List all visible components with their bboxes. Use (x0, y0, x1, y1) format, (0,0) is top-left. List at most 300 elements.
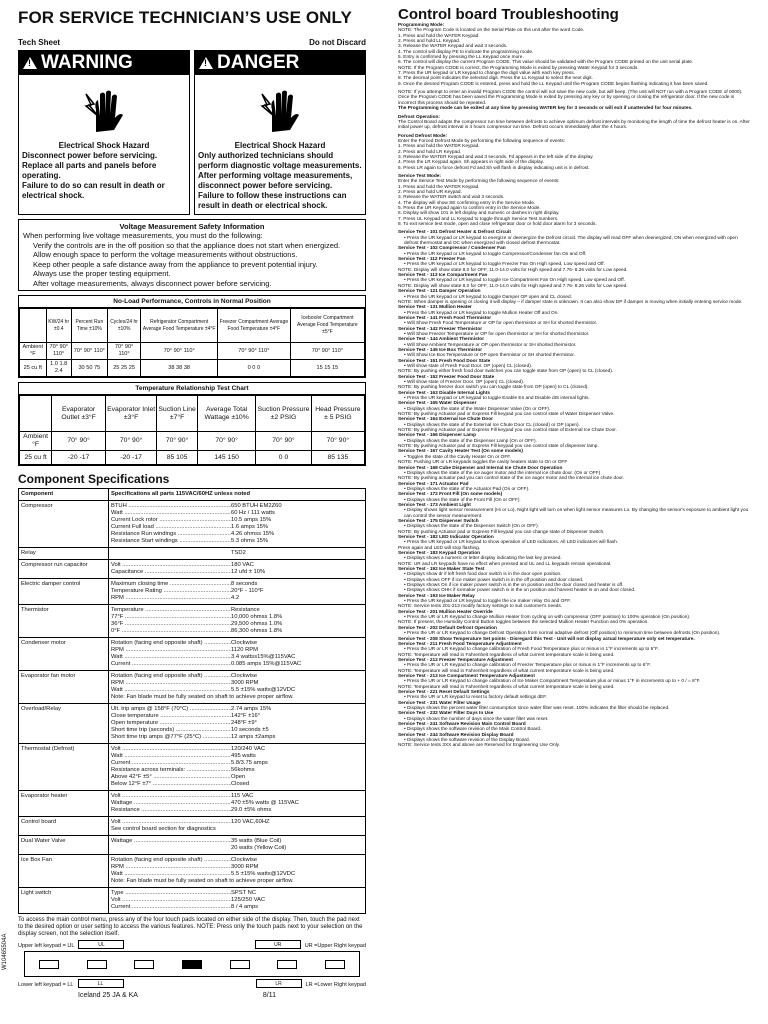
danger-text (195, 150, 365, 214)
body-line: NOTE: Display will show state 8.0 for OFF, 11.0-14.0 volts for High speed and 7.76- 8.26 volts for Low speed. (398, 283, 628, 289)
panel-button-icon (277, 960, 297, 969)
section-heading: Service Test - 131 Mullion Heater (398, 305, 472, 311)
section-heading: Service Test - 113 Ice Compartment Fan (398, 273, 488, 279)
body-line: NOTE: If you attempt to enter an invalid Program CODE the control will not save the new code, but will beep. (The unit will NOT run with a Program CODE of 0000). Once the Program CODE has been saved the Programming Mode is exited by pressing any key or by opening or closing the refrigerator door. If the new code is incorrect this process should be repeated. (398, 90, 743, 106)
no-load-performance-table (18, 295, 366, 378)
spec-key: Maximum closing time ..... (111, 581, 231, 588)
spec-key: Current ..... (111, 661, 231, 668)
spec-value: 8 / 4 amps (231, 904, 259, 910)
spec-value: 1.6 amps 15% (231, 524, 269, 530)
table-row (19, 855, 365, 888)
section-heading: Service Test - 121 Damper Operation (398, 289, 481, 295)
body-line: NOTE: By pushing Actuator pad or Express Fill keypad you can control state of dispenser lamp. (398, 444, 599, 450)
section-heading: Service Test - 192 Ice Maker State Test (398, 567, 485, 573)
temp-cell: 70° 90° (197, 432, 255, 451)
bullet-line: • Press the UR keypad or LR keypad to toggle Compressor/Condenser fan On and Off. (404, 251, 587, 257)
bullet-line: • Press the UR or LR Keypad to change calibration of Ice Maker Compartment Temperature plus or minus 1°F in increments up to + 0 / = 8°F. (404, 679, 701, 685)
spec-value: 35 watts (Blue Coil) (231, 838, 282, 844)
section-heading: Service Test - 151 Fresh Food Door State (398, 358, 491, 364)
body-line: NOTE: By pushing Actuator pad or Express Fill keypad you can control state of Water Dispenser Valve. (398, 412, 615, 418)
body-line: NOTE: Service tests 201-213 modify factory settings to suit customer's needs. (398, 604, 563, 610)
body-line: The Control Board adapts the compressor run time between defrosts to achieve optimum defrost intervals by monitoring the length of time the defrost heater is on. After initial power up, defrost interval is 4 hours compressor run time. Defrost occurs immediately after the 4 hours. (398, 119, 750, 131)
table-row (19, 704, 365, 744)
spec-value: 248°F ±9° (231, 720, 257, 726)
spec-key: Close temperature ..... (111, 713, 231, 720)
spec-value: 0.085 amps 15%@115VAC (231, 661, 302, 667)
spec-key: Watt ..... (111, 654, 231, 661)
spec-value: 1120 RPM (231, 647, 258, 653)
danger-band (195, 51, 365, 75)
body-line: NOTE: Pushing UR or LR keypads toggles the cavity heaters state to On or OFF (398, 460, 568, 466)
spec-value: 495 watts (231, 753, 256, 759)
perf-header-cell: Freezer Compartment Average Food Temperature ±4°F (218, 309, 291, 343)
spec-value: 142°F ±16° (231, 713, 261, 719)
lower-right-keypad-icon: LR (256, 979, 302, 988)
spec-line (111, 640, 363, 647)
section-heading: Service Test - 183 Keypad Operation (398, 551, 481, 556)
spec-key: BTUH ..... (111, 503, 231, 510)
warning-label: WARNING (41, 52, 133, 73)
bullet-line: • Press the UR keypad or LR keypad to energize or deenergize the Defrost circuit. The display will read OFF when deenergized, ON when energized with open defrost thermostat and OC when energized with closed defrost thermostat. (404, 235, 738, 247)
spec-key: Current Full load ..... (111, 524, 231, 531)
spec-detail (109, 888, 365, 913)
spec-value: Resistance (231, 607, 260, 613)
section-heading: Service Test - 164 External Ice Chute Door (398, 417, 493, 423)
spec-component-name: Ice Box Fan (19, 855, 109, 887)
body-line: 7. Press UL Keypad and LL Keypad to toggle through Service Test numbers. (398, 216, 559, 222)
perf-cell: 1.0 1.8 2.4 (46, 360, 71, 377)
spec-key: Current Lock rotor ..... (111, 517, 231, 524)
spec-value: 115 VAC (231, 793, 254, 799)
spec-line (111, 904, 363, 911)
spec-key: Capacitance ..... (111, 569, 231, 576)
spec-line (111, 713, 363, 720)
spec-line (111, 897, 363, 904)
spec-key: RPM ..... (111, 647, 231, 654)
spec-value: 3000 RPM (231, 680, 259, 686)
control-panel-diagram (24, 951, 360, 977)
section-heading: Service Test - 144 Ambient Thermistor (398, 337, 485, 343)
bullet-line: • Displays shows a numeric or letter display indicating the last key pressed. (404, 556, 562, 562)
bullet-line: • Will Show Fresh Food Temperature or OP for open thermistor or SH for shorted thermistor. (404, 321, 598, 327)
spec-line (111, 767, 363, 774)
spec-line (111, 781, 363, 788)
spec-component-name: Evaporator fan motor (19, 671, 109, 703)
panel-button-icon (230, 960, 250, 969)
bullet-line: • Press the UR or LR Keypad to change calibration of Freezer Temperature plus or minus in 1°F increments up to 6°F. (404, 663, 651, 669)
spec-line (111, 864, 363, 871)
section-heading: Service Test - 163 Disable Internal Lights (398, 390, 491, 396)
component-specs-table (18, 488, 366, 914)
spec-key: Wattage ..... (111, 838, 231, 845)
section-heading: Service Test - 211 Fresh Food Temperature Adjustment (398, 641, 522, 647)
troubleshooting-title: Control board Troubleshooting (398, 6, 619, 23)
table-row (19, 579, 365, 605)
spec-line (111, 838, 363, 845)
spec-value: 5.5 ±15% watts@12VDC (231, 687, 296, 693)
body-line: NOTE: By pushing Actuator pad or Express Fill keypad you can change state of Dispenser Switch. (398, 529, 605, 535)
body-line: 1. Press and hold the WATER Keypad. (398, 33, 480, 39)
keypad-legend-upper (18, 940, 366, 949)
body-line: 3. Release the WATER switch and wait 3 seconds. (398, 195, 505, 201)
safety-item: After voltage measurements, always disconnect power before servicing. (33, 278, 272, 288)
spec-detail (109, 704, 365, 743)
spec-line (111, 503, 363, 510)
spec-value: 12 amps ±2amps (231, 734, 276, 740)
body-line: 4. The control will display PE to indicate the programming mode. (398, 49, 534, 55)
section-heading: Service Test - 221 Reset Default Settings (398, 689, 490, 695)
body-line: NOTE: UR and LR keypads have no effect when pressed and UL and LL keypads remain operational. (398, 561, 612, 567)
bullet-line: • Press the UR keypad or LR keypad to toggle Damper OP open and CL closed. (404, 294, 573, 300)
spec-value: 2.74 amps 15% (231, 706, 272, 712)
temp-header-cell: Head Pressure ± 5 PSIG (311, 396, 364, 432)
shock-hand-icon (19, 75, 189, 141)
warning-text (19, 150, 189, 204)
spec-key: Current ..... (111, 904, 231, 911)
temp-header-cell: Evaporator Outlet ±3°F (52, 396, 106, 432)
shock-hand-icon (195, 75, 365, 141)
perf-cell: 0 0 0 (218, 360, 291, 377)
bullet-line: • Will Show Ambient Temperature or OP open thermistor or SH shorted thermistor. (404, 342, 577, 348)
spec-component-name: Dual Water Valve (19, 836, 109, 854)
warning-line: Failure to do so can result in death or electrical shock. (22, 181, 165, 200)
table-row (19, 836, 365, 855)
perf-cell: 70° 90° 110° (218, 343, 291, 360)
spec-key: Volt ..... (111, 819, 231, 826)
spec-line: TSD2 (231, 550, 246, 556)
body-line: NOTE: Temperature will read in Fahrenheit regardless of what current temperature scale is being used. (398, 684, 615, 690)
perf-header-cell: KW/24 hr ±0.4 (46, 309, 71, 343)
body-line: NOTE: Service tests 3XX and above are Reserved for Engineering Use Only. (398, 743, 561, 749)
spec-value: 56kohms (231, 767, 255, 773)
spec-key: 0°F ..... (111, 628, 231, 635)
panel-button-icon (325, 960, 345, 969)
safety-item: Allow enough space to perform the voltage measurements without obstructions. (33, 250, 298, 259)
spec-value: 4.26 ohmss 15% (231, 531, 275, 537)
temp-cell: 25 cu ft (20, 451, 52, 465)
spec-key: Volt ..... (111, 793, 231, 800)
spec-detail (109, 836, 365, 854)
spec-line: See control board section for diagnostics (111, 826, 216, 832)
spec-value: 29,500 ohmss 1.0% (231, 621, 283, 627)
body-line: 4. Press the LR Keypad again. Sh appears in right side of the display. (398, 160, 544, 166)
upper-left-keypad-icon: UL (78, 940, 124, 949)
perf-header-cell (20, 309, 47, 343)
spec-line (111, 517, 363, 524)
warning-box (18, 50, 190, 215)
bullet-line: • Will show state of Freezer Door. OP (open) CL (closed). (404, 380, 525, 385)
panel-button-icon (134, 960, 154, 969)
spec-value: Clockwise (231, 640, 258, 646)
spec-value: 10 seconds ±5 (231, 727, 269, 733)
perf-cell: 70° 90° 110° (46, 343, 71, 360)
spec-key: Temperature ..... (111, 607, 231, 614)
spec-component-name: Compressor run capacitor (19, 560, 109, 578)
temp-header-row (20, 396, 365, 432)
bullet-line: • Press the UR keypad or LR keypad to toggle the ice maker relay On and OFF. (404, 599, 571, 605)
spec-detail (109, 638, 365, 670)
perf-header-cell: Cycles/24 hr ±10% (107, 309, 140, 343)
section-heading: Service Test - 168 Cube Dispenser and Internal Ice Chute Door Operation (398, 465, 563, 471)
perf-cell: 25 25 25 (107, 360, 140, 377)
section-heading: Service Test - 112 Freezer Fan (398, 257, 466, 263)
spec-detail (109, 501, 365, 547)
section-heading: Service Test - 141 Fresh Food Thermistor (398, 315, 492, 321)
spec-value: 10,000 ohmss 1.8% (231, 614, 283, 620)
bullet-line: • Press the UR keypad or LR keypad to toggle Mullion Heater Off and On. (404, 310, 559, 316)
section-heading: Service Test - 241 Software Revision Main Control Board (398, 722, 526, 727)
bullet-line: • Will show state of Fresh Food Door. OP (open) CL (closed). (404, 363, 533, 369)
section-heading: Programming Mode: (398, 23, 445, 28)
perf-cell: 38 38 38 (141, 360, 218, 377)
bullet-line: • Displays shows On if ice maker power switch is in the on position and the door closed and heater is off. (404, 583, 624, 589)
table-row (20, 343, 365, 360)
bullet-line: • Displays shows the state of the External Ice Chute Door CL (closed) or OP (open). (404, 422, 580, 428)
spec-key: Watt ..... (111, 871, 231, 878)
spec-key: Volt ..... (111, 746, 231, 753)
document-id: W10465504A (2, 933, 8, 970)
right-column (398, 6, 750, 1018)
spec-key: Watt ..... (111, 687, 231, 694)
body-line: NOTE: Display will show state 8.0 for OFF, 11.0-14.0 volts for High speed and 7.76- 8.26 volts for Low speed. (398, 267, 628, 273)
section-heading: Defrost Operation: (398, 114, 440, 120)
section-heading: Service Test - 165 Water Dispenser (398, 401, 477, 407)
table-row (19, 560, 365, 579)
temp-cell: Ambient °F (20, 432, 52, 451)
body-line: Enter the Forced Defrost Mode by performing the following sequence of events: (398, 138, 566, 144)
spec-key: Rotation (facing end opposite shaft) ..... (111, 857, 231, 864)
panel-button-icon (87, 960, 107, 969)
spec-key: Current ..... (111, 760, 231, 767)
table-row (19, 744, 365, 791)
safety-heading: Voltage Measurement Safety Information (119, 222, 265, 231)
section-heading: The Programming mode can be exited at any time by pressing WATER key for 3 seconds or will exit if unattended for four minutes. (398, 106, 693, 112)
voltage-safety-box (18, 219, 366, 291)
spec-detail (109, 744, 365, 790)
spec-detail (109, 817, 365, 835)
body-line: 3. Release the WATER Keypad and wait 3 seconds. Fd appears in the left side of the display. (398, 154, 594, 160)
bullet-line: • Press the UR keypad or LR keypad to toggle Ice Compartment Fan On High speed, Low speed and Off. (404, 278, 625, 284)
spec-key: Rotation (facing end opposite shaft) ..... (111, 673, 231, 680)
spec-key: Watt ..... (111, 510, 231, 517)
temperature-relationship-table (18, 382, 366, 466)
spec-key: Short time trip (seconds) ..... (111, 727, 231, 734)
spec-line (111, 581, 363, 588)
spec-line (111, 614, 363, 621)
spec-key: Above 42°F ±5° ..... (111, 774, 231, 781)
spec-line (111, 746, 363, 753)
bullet-line: • Press the UR or LR Keypad to change Mullion Heater from cycling on with compressor (OFF position) to 100% operation (On position). (404, 615, 691, 621)
spec-detail (109, 548, 365, 559)
spec-key: 36°F ..... (111, 621, 231, 628)
spec-line (111, 628, 363, 635)
body-line: Enter the Service Test Mode by performing the following sequence of events: (398, 179, 560, 185)
bullet-line: • Displays shows OFF if ice maker power switch is in the off position and door closed. (404, 577, 584, 583)
perf-cell: 30 50 75 (71, 360, 107, 377)
touchpad-note: To access the main control menu, press any of the four touch pads located on either side of the display. Then, touch the pad next to the desired option or user setting to access the various features. NOTE: Press only the touch pads next to your selection on the display screen, not the selection itself. (18, 917, 363, 937)
spec-value: 8 seconds (231, 581, 258, 587)
bullet-line: • Will Show Freezer Temperature or OP for open thermistor or SH for shorted thermistor. (404, 331, 590, 337)
body-line: 2. Press and hold LL Keypad. (398, 39, 461, 45)
section-heading: Service Test - 171 Actuator Pad (398, 481, 469, 487)
body-line: 8. To exit service test mode, open and close refrigerator door or hold door alarm for 3 seconds. (398, 222, 597, 228)
spec-value: Open (231, 774, 246, 780)
spec-line: Note: Fan blade must be fully seated on shaft to achieve proper airflow. (111, 694, 294, 700)
temp-heading: Temperature Relationship Test Chart (19, 383, 365, 395)
bullet-line: • Display shows light sensor measurement (Hi or Lo). Night light will turn on when light sensor measures Lo. By changing the sensor's exposure to ambient light you can control the sensor measurement. (404, 508, 749, 519)
spec-value: 60 Hz / 111 watts (231, 510, 275, 516)
body-line: 5. Entry is confirmed by pressing the LL Keypad once more. (398, 55, 524, 61)
spec-line (111, 800, 363, 807)
bullet-line: • Press the UR keypad or LR keypad to toggle Enable En and Disable dIS internal lights. (404, 396, 590, 402)
warning-hazard: Electrical Shock Hazard (58, 141, 150, 150)
spec-component-name: Evaporator heater (19, 791, 109, 816)
spec-component-name: Control board (19, 817, 109, 835)
body-line: 6. Display will show 101 in left display and numeric or dashes in right display. (398, 211, 560, 217)
section-heading: Service Test - 213 Ice Compartment Temperature Adjustment (398, 673, 535, 679)
temp-cell: 70° 90° (157, 432, 198, 451)
spec-line (111, 727, 363, 734)
bullet-line: • Displays shows the state of the Actuator Pad (On or OFF). (404, 486, 530, 492)
bullet-line: • Displays shows the number of days since the water filter was reset. (404, 716, 549, 722)
spec-line (111, 706, 363, 713)
alert-triangle-icon (23, 57, 37, 69)
lower-left-keypad-label: Lower left keypad = LL (18, 982, 74, 988)
table-row (20, 451, 365, 465)
temp-header-cell: Evaporator Inlet ±3°F (105, 396, 156, 432)
perf-header-cell: Icebox/er Compartment Average Food Temperature ±5°F (290, 309, 364, 343)
spec-line: 20 watts (Yellow Coil) (231, 845, 287, 851)
table-row (19, 671, 365, 704)
spec-value: 86,300 ohmss 1.8% (231, 628, 283, 634)
danger-line: Failure to follow these instructions can result in death or electrical shock. (198, 191, 347, 210)
section-heading: Service Test - 175 Dispenser Switch (398, 518, 479, 524)
body-line: 2. Press and hold LR Keypad. (398, 149, 462, 155)
spec-value: 3.4 wattss15%@115VAC (231, 654, 296, 660)
bullet-line: • Press the UR or LR Keypad to change calibration of Fresh Food Temperature plus or minus in 1°F increments up to 6°F. (404, 647, 659, 653)
spec-value: 650 BTUH EM2Z60 (231, 503, 282, 509)
spec-value: SPST NC (231, 890, 257, 896)
danger-label: DANGER (217, 52, 300, 73)
spec-detail (109, 855, 365, 887)
spec-component-name: Electric damper control (19, 579, 109, 604)
bullet-line: • Displays shows the percent water filter consumption since water filter was reset. 100% indicates the filter should be replaced. (404, 705, 670, 711)
perf-header-row (20, 309, 365, 343)
spec-line (111, 890, 363, 897)
perf-cell: 70° 90° 110° (107, 343, 140, 360)
table-row (19, 605, 365, 638)
keypad-legend-lower (18, 979, 366, 988)
do-not-discard-label: Do not Discard (309, 38, 366, 47)
body-line: NOTE: By pushing freezer door switch you can toggle state from OP (open) to CL (closed). (398, 385, 589, 391)
model-label: Iceland 25 JA & KA (78, 992, 138, 999)
body-line: 7. Press the UR keypad or LR keypad to change the digit value with each key press. (398, 71, 575, 77)
warning-line: Replace all parts and panels before operating. (22, 161, 157, 180)
col-component-header: Component (19, 489, 109, 500)
temp-header-cell: Suction Pressure ±2 PSIG (256, 396, 311, 432)
spec-line (111, 510, 363, 517)
danger-line: Only authorized technicians should perform diagnostic voltage measurements. (198, 151, 362, 170)
safety-intro: When performing live voltage measurements, you must do the following: (23, 231, 263, 240)
upper-left-keypad-label: Upper left keypad = UL (18, 943, 75, 949)
bullet-line: • Press the UR or LR keypad to reset to factory default settings dEF. (404, 695, 547, 701)
temp-header-cell: Suction Line ±7°F (157, 396, 198, 432)
spec-line (111, 687, 363, 694)
spec-key: RPM ..... (111, 595, 231, 602)
spec-detail (109, 560, 365, 578)
table-row (19, 888, 365, 913)
spec-detail (109, 579, 365, 604)
table-row (20, 360, 365, 377)
body-line: 5. Press LR again to force defrost Fd and Sh will flash in display indicating unit is in defrost. (398, 165, 590, 171)
component-specs-title: Component Specifications (18, 472, 170, 486)
spec-line (111, 588, 363, 595)
spec-line (111, 569, 363, 576)
temp-cell: 70° 90° (256, 432, 311, 451)
spec-line (111, 760, 363, 767)
bullet-line: • Displays shows OHH if icemaker power switch is in the on position and harvest heater is on and door closed. (404, 588, 636, 594)
section-heading: Service Test - 172 Front Fill (On some models) (398, 492, 503, 498)
spec-value: 125/250 VAC (231, 897, 266, 903)
tech-sheet-label: Tech Sheet (18, 38, 61, 47)
spec-line (111, 531, 363, 538)
spec-key: Open temperature ..... (111, 720, 231, 727)
temp-cell: 70° 90° (52, 432, 106, 451)
body-line: 1. Press and hold the WATER Keypad. (398, 144, 480, 150)
perf-cell: 70° 90° 110° (290, 343, 364, 360)
spec-key: 77°F ..... (111, 614, 231, 621)
section-heading: Service Test - 208 Show Temperature Set points - Disregard this Test - Unit will not display actual temperature only set temperature. (398, 636, 695, 642)
spec-line (111, 595, 363, 602)
table-row (20, 432, 365, 451)
spec-value: 4.2 (231, 595, 240, 601)
spec-detail (109, 671, 365, 703)
spec-key: Volt ..... (111, 562, 231, 569)
lower-right-keypad-label: LR =Lower Right keypad (305, 982, 366, 988)
section-heading: Service Test - 193 Ice Maker Relay (398, 593, 475, 599)
body-line: NOTE: Temperature will read in Fahrenheit regardless of what current temperature scale is being used. (398, 652, 615, 658)
spec-line (111, 753, 363, 760)
temp-cell: 70° 90° (105, 432, 156, 451)
specs-header-row (19, 489, 365, 501)
spec-value: 120 VAC,60HZ (231, 819, 270, 825)
warning-line: Disconnect power before servicing. (22, 151, 158, 160)
table-row (19, 791, 365, 817)
temp-cell: 70° 90° (311, 432, 364, 451)
sub-header (18, 38, 366, 47)
lower-left-keypad-icon: LL (78, 979, 124, 988)
spec-line (111, 654, 363, 661)
spec-line (111, 734, 363, 741)
spec-key: Volt ..... (111, 897, 231, 904)
perf-cell: 70° 90° 110° (141, 343, 218, 360)
body-line: NOTE: When damper is opening or closing it will display – if damper state is unknown. It can also show DP if damper is moving when initially entering service mode. (398, 299, 743, 305)
spec-key: Resistance ..... (111, 807, 231, 814)
spec-value: Clockwise (231, 673, 258, 679)
section-heading: Service Test - 166 Dispenser Lamp (398, 433, 477, 439)
perf-heading: No-Load Performance, Controls in Normal Position (19, 296, 365, 308)
spec-line (111, 871, 363, 878)
section-heading: Service Test - 152 Freezer Food Door State (398, 374, 495, 380)
spec-value: 5.8/3.75 amps (231, 760, 268, 766)
troubleshooting-body (398, 23, 750, 749)
spec-value: 470 ±5% watts @ 115VAC (231, 800, 299, 806)
col-spec-header: Specifications all parts 115VAC/60HZ unless noted (111, 491, 251, 497)
hazard-row (18, 50, 366, 215)
section-heading: Service Test - 101 Defrost Heater & Defrost Circuit (398, 230, 511, 236)
spec-key: Type ..... (111, 890, 231, 897)
temp-cell: 85 105 (157, 451, 198, 465)
